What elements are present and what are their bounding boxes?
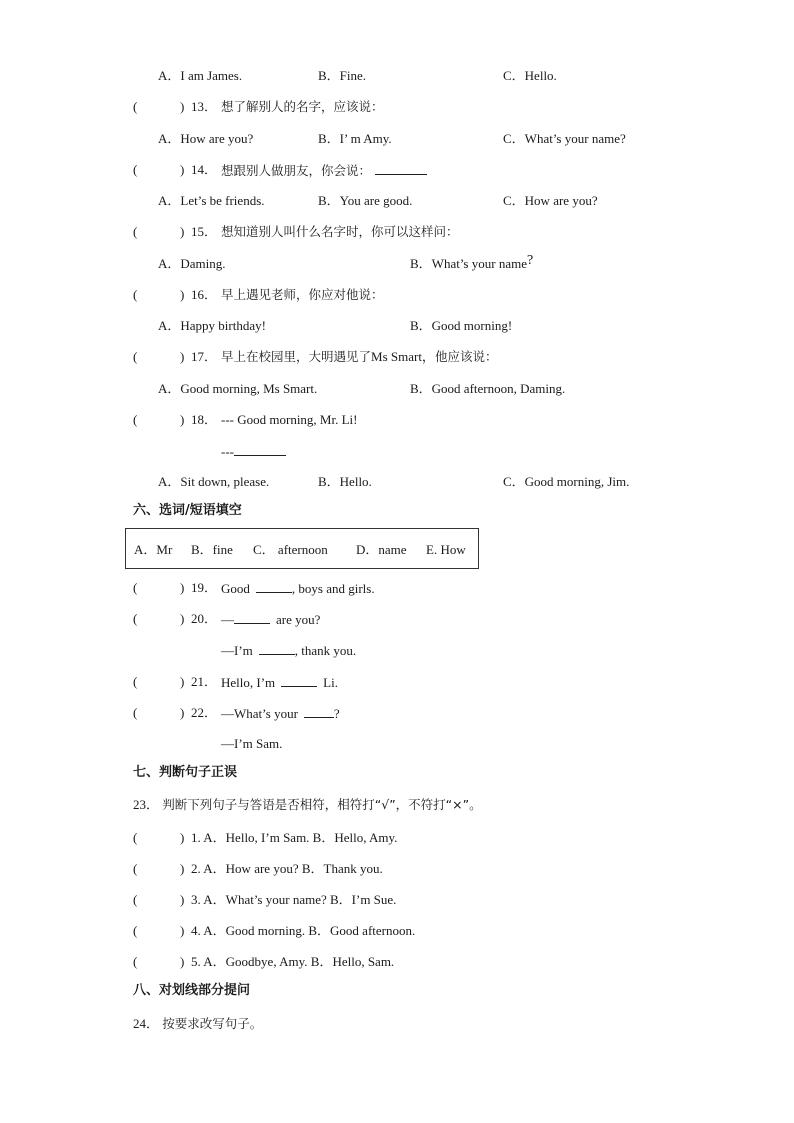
question-number: 13． bbox=[191, 99, 218, 114]
question-text: 按要求改写句子。 bbox=[162, 1016, 263, 1031]
reply-line bbox=[221, 443, 286, 460]
question-number: 16． bbox=[191, 287, 218, 302]
question-number: 23． bbox=[133, 797, 160, 812]
question-text: --- Good morning, Mr. Li! bbox=[221, 412, 358, 427]
reply-dashes: --- bbox=[221, 444, 234, 459]
question-number: 18． bbox=[191, 412, 218, 427]
option-a: A．Good morning, Ms Smart. bbox=[158, 381, 318, 396]
text-before-blank: Hello, I’m bbox=[221, 675, 276, 690]
answer-blank bbox=[256, 580, 292, 593]
text-after-blank: ? bbox=[333, 706, 340, 721]
section-title-7: 七、判断句子正误 bbox=[133, 765, 238, 780]
option-c: C．How are you? bbox=[503, 193, 598, 208]
answer-paren-close: ) bbox=[180, 674, 185, 689]
question-24 bbox=[133, 1016, 262, 1032]
question-number: 24． bbox=[133, 1016, 160, 1031]
item-text: 1. A．Hello, I’m Sam. B．Hello, Amy. bbox=[191, 830, 398, 845]
answer-paren-close: ) bbox=[180, 892, 185, 907]
question-14 bbox=[133, 162, 372, 178]
question-text-line bbox=[221, 611, 320, 628]
answer-paren-open: ( bbox=[133, 580, 138, 595]
judge-item-3 bbox=[133, 892, 397, 908]
option-a: A．Sit down, please. bbox=[158, 474, 270, 489]
question-text-line bbox=[221, 705, 340, 722]
text-after-blank: , boys and girls. bbox=[291, 581, 375, 596]
answer-paren-open: ( bbox=[133, 349, 138, 364]
reply-line bbox=[221, 642, 356, 659]
answer-paren-close: ) bbox=[180, 99, 185, 114]
answer-paren-open: ( bbox=[133, 861, 138, 876]
section-title-6: 六、选词/短语填空 bbox=[133, 503, 242, 518]
answer-paren-close: ) bbox=[180, 224, 185, 239]
option-b: B．You are good. bbox=[318, 193, 413, 208]
answer-paren-open: ( bbox=[133, 923, 138, 938]
option-a: A．I am James. bbox=[158, 68, 243, 83]
question-text: 判断下列句子与答语是否相符，相符打“√”，不符打“×”。 bbox=[162, 797, 482, 812]
answer-paren-close: ) bbox=[180, 705, 185, 720]
answer-paren-close: ) bbox=[180, 287, 185, 302]
question-22 bbox=[133, 705, 340, 721]
answer-paren-open: ( bbox=[133, 224, 138, 239]
option-a: A．Happy birthday! bbox=[158, 318, 266, 333]
reply-line: —I’m Sam. bbox=[221, 736, 283, 751]
answer-paren-open: ( bbox=[133, 674, 138, 689]
answer-paren-close: ) bbox=[180, 830, 185, 845]
question-number: 17． bbox=[191, 349, 218, 364]
text-before-blank: — bbox=[221, 612, 234, 627]
judge-item-1 bbox=[133, 830, 398, 846]
text-before-blank: —I’m bbox=[221, 643, 253, 658]
question-13 bbox=[133, 99, 384, 115]
item-text: 2. A．How are you? B．Thank you. bbox=[191, 861, 383, 876]
option-b bbox=[410, 253, 534, 273]
answer-paren-open: ( bbox=[133, 705, 138, 720]
option-c: C．What’s your name? bbox=[503, 131, 626, 146]
answer-paren-open: ( bbox=[133, 412, 138, 427]
option-b: B．Hello. bbox=[318, 474, 372, 489]
judge-item-4 bbox=[133, 923, 416, 939]
question-text-end: 他应该说： bbox=[434, 349, 498, 364]
question-19 bbox=[133, 580, 375, 596]
question-18 bbox=[133, 412, 358, 428]
answer-paren-close: ) bbox=[180, 861, 185, 876]
option-a: A．Daming. bbox=[158, 256, 226, 271]
answer-paren-open: ( bbox=[133, 99, 138, 114]
question-text-line bbox=[221, 580, 375, 597]
question-number: 22． bbox=[191, 705, 218, 720]
answer-paren-open: ( bbox=[133, 954, 138, 969]
question-number: 15． bbox=[191, 224, 218, 239]
question-number: 19． bbox=[191, 580, 218, 595]
answer-paren-close: ) bbox=[180, 412, 185, 427]
word-d: D．name bbox=[356, 542, 407, 557]
option-b: B．Good afternoon, Daming. bbox=[410, 381, 566, 396]
question-20 bbox=[133, 611, 321, 627]
section-title-8: 八、对划线部分提问 bbox=[133, 983, 251, 998]
option-c: C．Hello. bbox=[503, 68, 557, 83]
item-text: 3. A．What’s your name? B．I’m Sue. bbox=[191, 892, 397, 907]
question-16 bbox=[133, 287, 384, 303]
answer-blank bbox=[304, 705, 334, 718]
word-e: E. How bbox=[426, 542, 466, 557]
answer-paren-open: ( bbox=[133, 611, 138, 626]
question-text: 早上在校园里，大明遇见了 bbox=[221, 349, 372, 364]
judge-item-5 bbox=[133, 954, 395, 970]
text-before-blank: Good bbox=[221, 581, 250, 596]
question-21 bbox=[133, 674, 338, 690]
text-before-blank: —What’s your bbox=[221, 706, 298, 721]
word-a: A．Mr bbox=[134, 542, 173, 557]
question-number: 21． bbox=[191, 674, 218, 689]
question-text-line bbox=[221, 162, 427, 179]
answer-blank bbox=[375, 162, 427, 175]
option-b: B．I’ m Amy. bbox=[318, 131, 392, 146]
answer-paren-close: ) bbox=[180, 954, 185, 969]
answer-paren-close: ) bbox=[180, 611, 185, 626]
text-after-blank: , thank you. bbox=[294, 643, 357, 658]
question-23 bbox=[133, 797, 482, 813]
answer-paren-open: ( bbox=[133, 830, 138, 845]
question-text: 想知道别人叫什么名字时，你可以这样问： bbox=[221, 224, 459, 239]
judge-item-2 bbox=[133, 861, 383, 877]
answer-paren-close: ) bbox=[180, 923, 185, 938]
answer-paren-close: ) bbox=[180, 162, 185, 177]
option-c: C．Good morning, Jim. bbox=[503, 474, 630, 489]
question-text: 早上遇见老师，你应对他说： bbox=[221, 287, 384, 302]
text-after-blank: Li. bbox=[323, 675, 338, 690]
text-after-blank: are you? bbox=[276, 612, 321, 627]
answer-paren-open: ( bbox=[133, 287, 138, 302]
question-mark: ? bbox=[526, 253, 534, 268]
question-text-line bbox=[221, 674, 338, 691]
question-15 bbox=[133, 224, 459, 240]
answer-blank bbox=[281, 674, 317, 687]
question-text-english: Ms Smart， bbox=[371, 349, 435, 364]
option-b: B．Good morning! bbox=[410, 318, 513, 333]
question-17 bbox=[133, 349, 498, 365]
answer-paren-close: ) bbox=[180, 349, 185, 364]
question-number: 14． bbox=[191, 162, 218, 177]
word-bank-box bbox=[125, 528, 479, 569]
option-b-text: B．What’s your name bbox=[410, 256, 527, 271]
item-text: 4. A．Good morning. B．Good afternoon. bbox=[191, 923, 416, 938]
question-text: 想跟别人做朋友，你会说： bbox=[221, 163, 372, 178]
question-text-line bbox=[221, 349, 497, 365]
question-number: 20． bbox=[191, 611, 218, 626]
word-c: C． afternoon bbox=[253, 542, 328, 557]
question-text: 想了解别人的名字，应该说： bbox=[221, 99, 384, 114]
answer-paren-open: ( bbox=[133, 892, 138, 907]
option-a: A．How are you? bbox=[158, 131, 254, 146]
option-b: B．Fine. bbox=[318, 68, 367, 83]
item-text: 5. A．Goodbye, Amy. B．Hello, Sam. bbox=[191, 954, 395, 969]
answer-blank bbox=[234, 443, 286, 456]
answer-paren-open: ( bbox=[133, 162, 138, 177]
answer-blank bbox=[259, 642, 295, 655]
answer-blank bbox=[234, 611, 270, 624]
answer-paren-close: ) bbox=[180, 580, 185, 595]
word-b: B．fine bbox=[191, 542, 233, 557]
option-a: A．Let’s be friends. bbox=[158, 193, 265, 208]
